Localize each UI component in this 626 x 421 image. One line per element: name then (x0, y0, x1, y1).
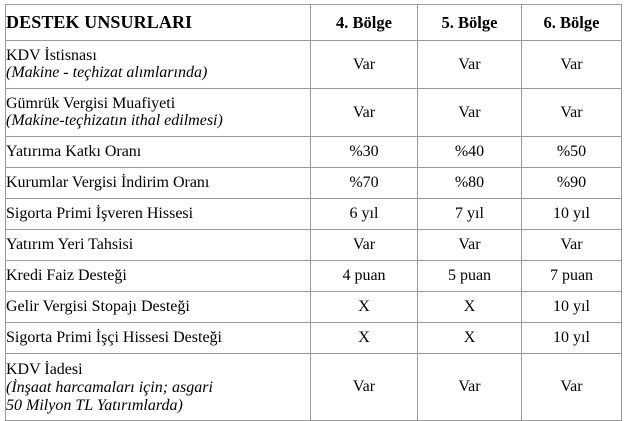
cell-region-5: X (418, 292, 522, 323)
column-header-region-5: 5. Bölge (418, 5, 522, 41)
cell-region-6: 7 puan (522, 261, 622, 292)
cell-region-5: Var (418, 41, 522, 89)
support-incentives-table (5, 4, 622, 421)
row-label: Gümrük Vergisi Muafiyeti (6, 94, 176, 112)
cell-region-4: Var (311, 354, 418, 421)
table-row (6, 41, 622, 89)
row-label: KDV İadesi (6, 361, 83, 379)
table-row (6, 137, 622, 168)
row-label: Sigorta Primi İşçi Hissesi Desteği (6, 328, 222, 346)
cell-region-5: 7 yıl (418, 199, 522, 230)
cell-region-5: 5 puan (418, 261, 522, 292)
cell-region-5: %80 (418, 168, 522, 199)
cell-region-5: %40 (418, 137, 522, 168)
row-label-cell (6, 41, 311, 89)
row-label-note: (Makine-teçhizatın ithal edilmesi) (6, 111, 223, 129)
row-label-cell (6, 89, 311, 137)
column-header-region-4: 4. Bölge (311, 5, 418, 41)
cell-region-4: %30 (311, 137, 418, 168)
cell-region-4: Var (311, 89, 418, 137)
table-row (6, 168, 622, 199)
row-label-cell (6, 230, 311, 261)
cell-region-4: %70 (311, 168, 418, 199)
table-row (6, 89, 622, 137)
row-label-cell (6, 292, 311, 323)
table-row (6, 323, 622, 354)
row-label-cell (6, 261, 311, 292)
row-label-note: (Makine - teçhizat alımlarında) (6, 63, 208, 81)
row-label: Kredi Faiz Desteği (6, 266, 127, 284)
table-head (6, 5, 622, 41)
row-label: KDV İstisnası (6, 46, 97, 64)
table-row (6, 292, 622, 323)
row-label-cell (6, 323, 311, 354)
row-label-note-2: 50 Milyon TL Yatırımlarda) (6, 396, 183, 414)
table-row (6, 354, 622, 421)
cell-region-4: X (311, 292, 418, 323)
cell-region-4: 6 yıl (311, 199, 418, 230)
cell-region-4: Var (311, 41, 418, 89)
cell-region-5: Var (418, 89, 522, 137)
row-label-cell (6, 199, 311, 230)
cell-region-6: 10 yıl (522, 292, 622, 323)
cell-region-6: Var (522, 89, 622, 137)
cell-region-4: X (311, 323, 418, 354)
cell-region-6: %90 (522, 168, 622, 199)
cell-region-5: Var (418, 354, 522, 421)
column-header-region-6: 6. Bölge (522, 5, 622, 41)
cell-region-6: Var (522, 354, 622, 421)
row-label: Yatırım Yeri Tahsisi (6, 235, 134, 253)
cell-region-6: Var (522, 230, 622, 261)
cell-region-6: Var (522, 41, 622, 89)
cell-region-4: Var (311, 230, 418, 261)
table-header-row (6, 5, 622, 41)
row-label-cell (6, 354, 311, 421)
row-label: Gelir Vergisi Stopajı Desteği (6, 297, 190, 315)
row-label-cell (6, 168, 311, 199)
table-row (6, 199, 622, 230)
table-body (6, 41, 622, 421)
cell-region-5: X (418, 323, 522, 354)
row-label: Yatırıma Katkı Oranı (6, 142, 142, 160)
column-header-support-items: DESTEK UNSURLARI (6, 5, 311, 41)
cell-region-6: 10 yıl (522, 199, 622, 230)
row-label: Sigorta Primi İşveren Hissesi (6, 204, 194, 222)
cell-region-6: 10 yıl (522, 323, 622, 354)
row-label-cell (6, 137, 311, 168)
row-label-note: (İnşaat harcamaları için; asgari (6, 379, 213, 397)
row-label: Kurumlar Vergisi İndirim Oranı (6, 173, 210, 191)
cell-region-5: Var (418, 230, 522, 261)
cell-region-4: 4 puan (311, 261, 418, 292)
cell-region-6: %50 (522, 137, 622, 168)
table-row (6, 261, 622, 292)
table-row (6, 230, 622, 261)
